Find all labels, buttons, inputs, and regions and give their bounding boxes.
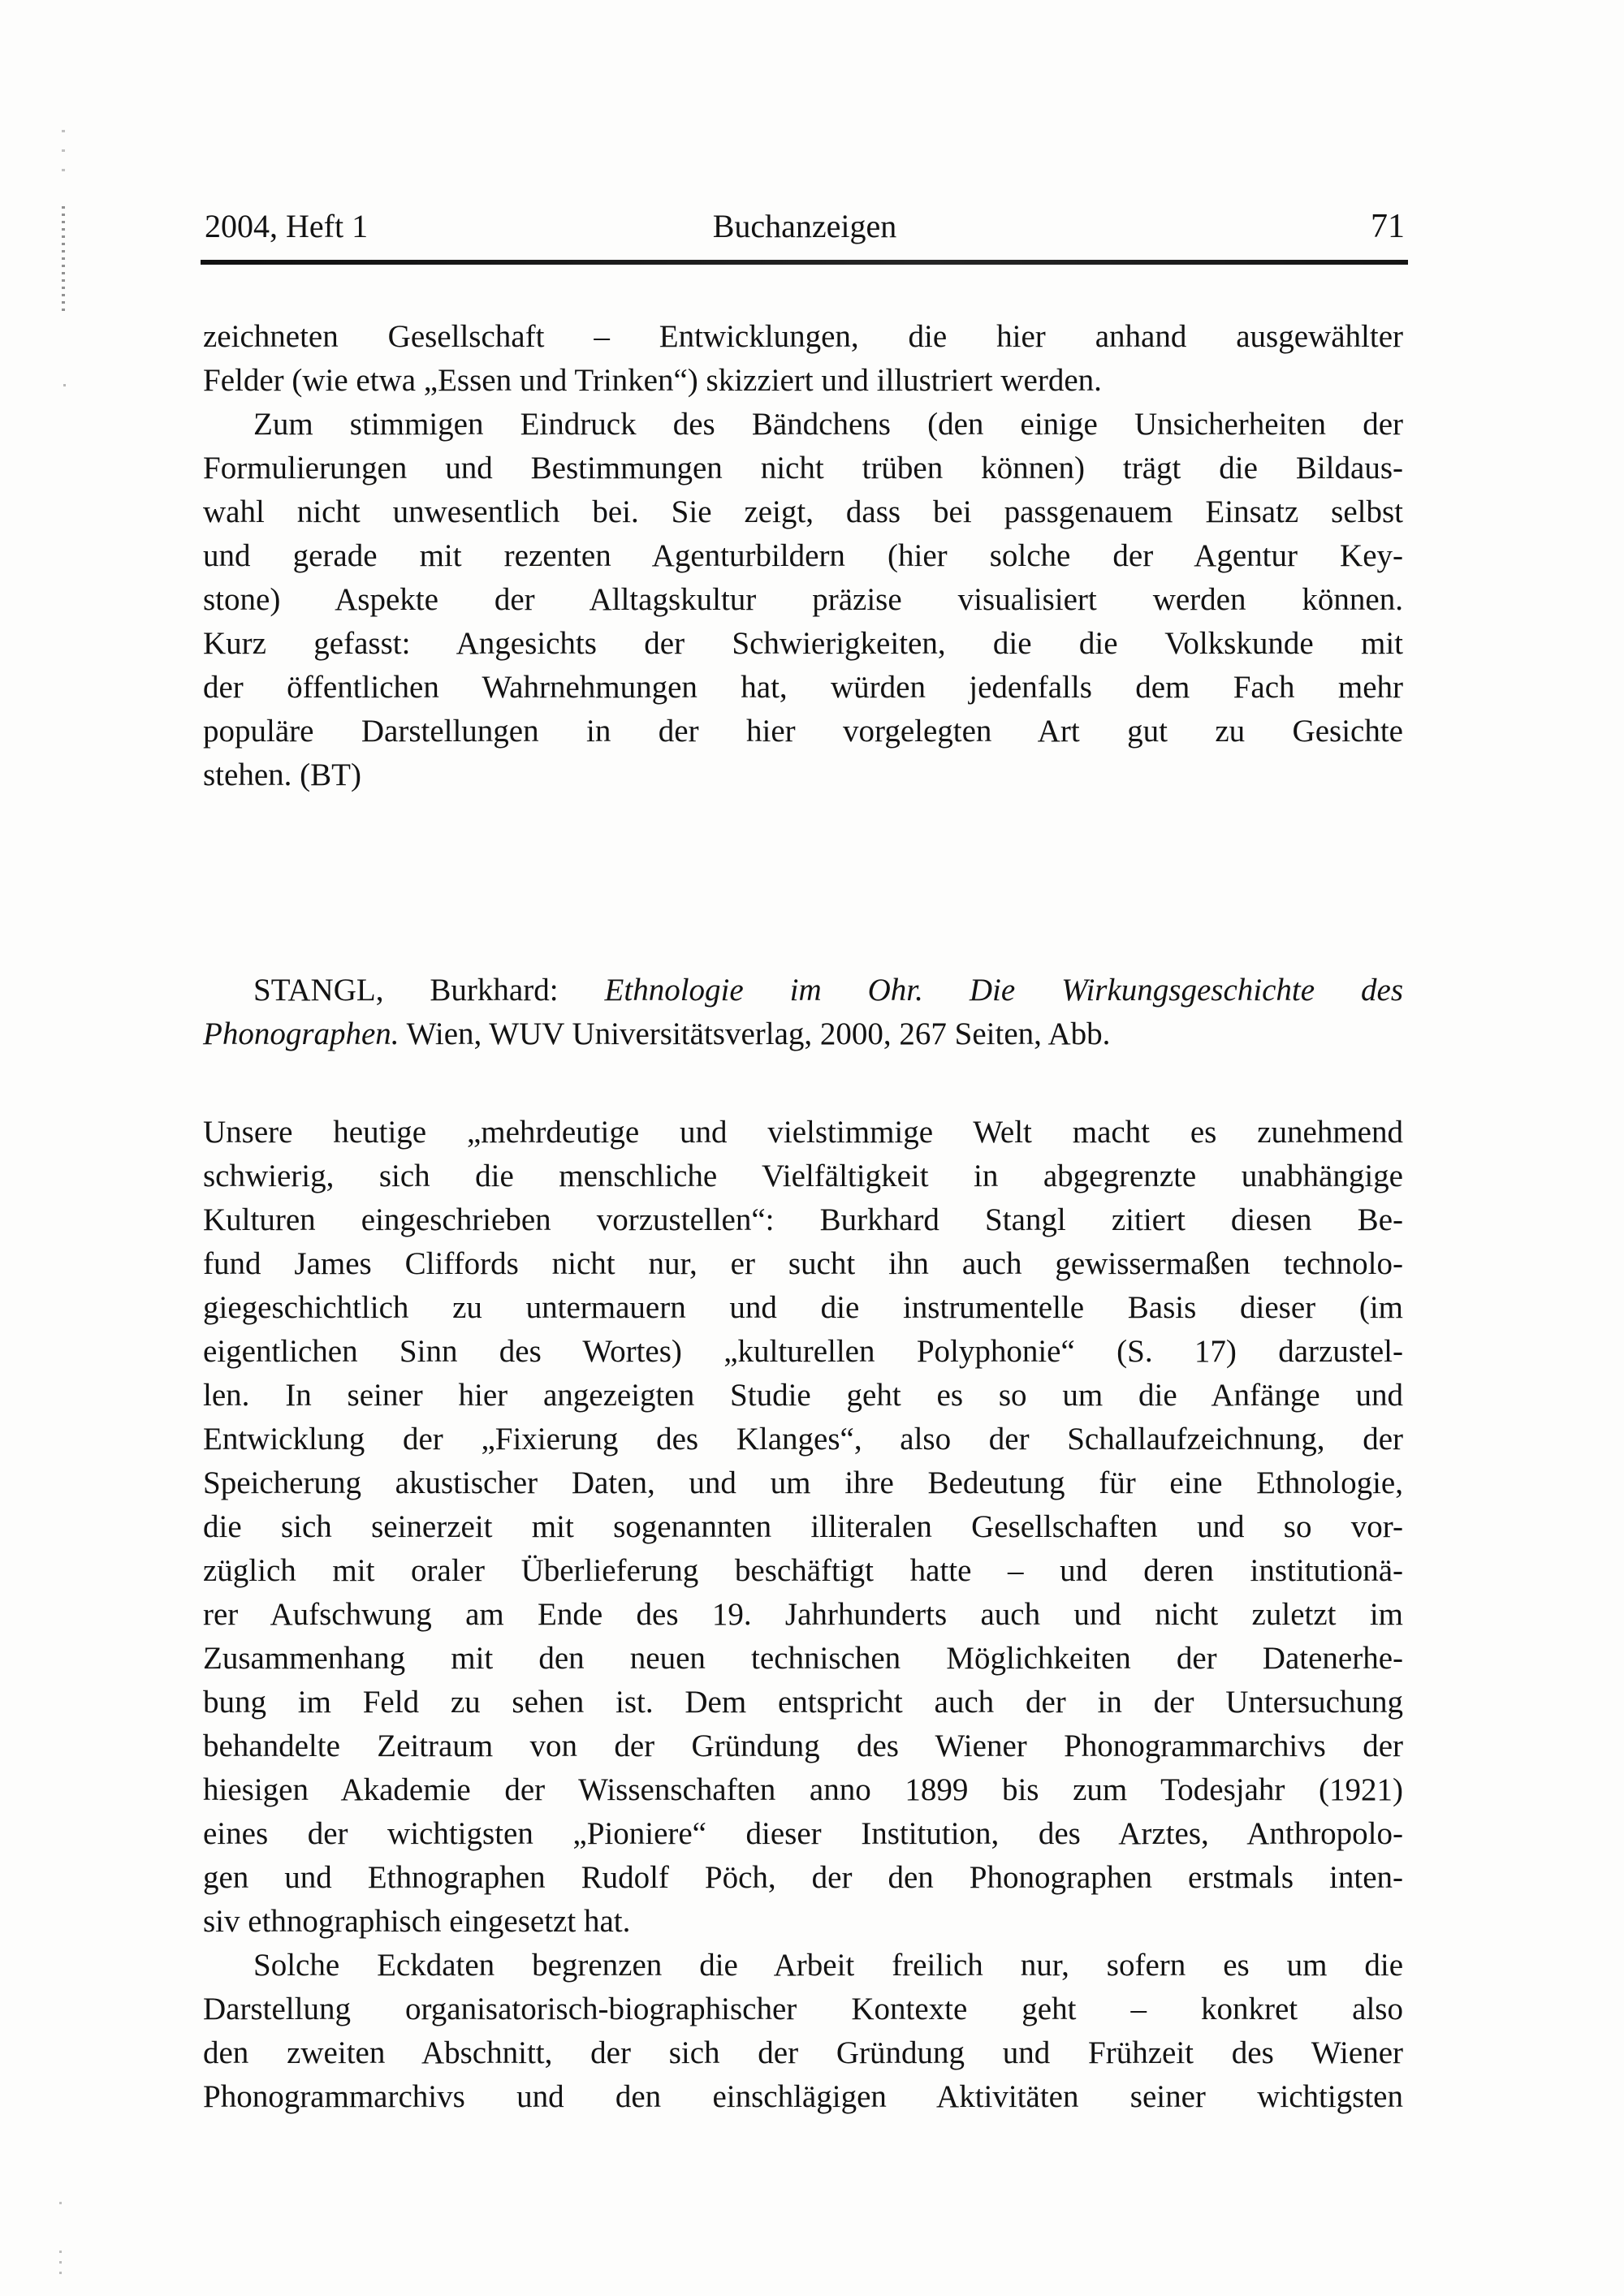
scan-artifact-dot [59, 2202, 62, 2204]
citation-line [203, 969, 1403, 1012]
section-title: Buchanzeigen [712, 208, 897, 244]
text-line: giegeschichtlich zu untermauern und die instrumentelle Basis dieser (im [203, 1290, 1403, 1325]
text-line: stone) Aspekte der Alltagskultur präzise visualisiert werden können. [203, 582, 1403, 617]
article-end-text [203, 315, 1403, 797]
text-line: Formulierungen und Bestimmungen nicht trüben können) trägt die Bildaus- [203, 451, 1403, 486]
citation-line [203, 1012, 1403, 1056]
text-line: eigentlichen Sinn des Wortes) „kulturellen Polyphonie“ (S. 17) darzustel- [203, 1334, 1403, 1369]
header-rule [201, 260, 1408, 265]
text-line: gen und Ethnographen Rudolf Pöch, der den Phonographen erstmals inten- [203, 1860, 1403, 1895]
scan-artifact-dots [62, 206, 65, 313]
text-line: hiesigen Akademie der Wissenschaften anno 1899 bis zum Todesjahr (1921) [203, 1772, 1403, 1807]
citation-author: STANGL, Burkhard: [253, 973, 605, 1008]
text-line: eines der wichtigsten „Pioniere“ dieser Institution, des Arztes, Anthropolo- [203, 1816, 1403, 1851]
text-line: züglich mit oraler Überlieferung beschäftigt hatte – und deren institutionä- [203, 1553, 1403, 1588]
citation-publication: Wien, WUV Universitätsverlag, 2000, 267 Seiten, Abb. [399, 1016, 1111, 1051]
scan-artifact-dot [63, 384, 66, 386]
text-line: Entwicklung der „Fixierung des Klanges“, also der Schallaufzeichnung, der [203, 1422, 1403, 1457]
text-line: Darstellung organisatorisch-biographischer Kontexte geht – konkret also [203, 1992, 1403, 2026]
page-header [205, 208, 1405, 245]
book-citation [203, 969, 1403, 1056]
citation-title-italic: Phonographen. [203, 1016, 400, 1051]
text-line: und gerade mit rezenten Agenturbildern (hier solche der Agentur Key- [203, 538, 1403, 573]
review-text [203, 1111, 1403, 2119]
scan-artifact-dots [59, 2251, 62, 2280]
scan-artifact-dots [62, 130, 65, 180]
text-line: schwierig, sich die menschliche Vielfältigkeit in abgegrenzte unabhängige [203, 1159, 1403, 1193]
text-line: siv ethnographisch eingesetzt hat. [203, 1904, 631, 1939]
text-line: Speicherung akustischer Daten, und um ihre Bedeutung für eine Ethnologie, [203, 1465, 1403, 1500]
journal-issue: 2004, Heft 1 [205, 208, 369, 244]
text-line: Phonogrammarchivs und den einschlägigen Aktivitäten seiner wichtigsten [203, 2079, 1403, 2114]
citation-title-italic: Ethnologie im Ohr. Die Wirkungsgeschichte des [604, 973, 1403, 1008]
text-line: bung im Feld zu sehen ist. Dem entspricht auch der in der Untersuchung [203, 1685, 1403, 1720]
text-line: die sich seinerzeit mit sogenannten illiteralen Gesellschaften und so vor- [203, 1509, 1403, 1544]
text-line: behandelte Zeitraum von der Gründung des Wiener Phonogrammarchivs der [203, 1728, 1403, 1763]
text-line: Unsere heutige „mehrdeutige und vielstimmige Welt macht es zunehmend [203, 1115, 1403, 1150]
text-line: rer Aufschwung am Ende des 19. Jahrhunderts auch und nicht zuletzt im [203, 1597, 1403, 1632]
text-line: fund James Cliffords nicht nur, er sucht ihn auch gewissermaßen technolo- [203, 1246, 1403, 1281]
text-line: len. In seiner hier angezeigten Studie geht es so um die Anfänge und [203, 1378, 1403, 1413]
text-line: Felder (wie etwa „Essen und Trinken“) skizziert und illustriert werden. [203, 363, 1102, 398]
text-line: zeichneten Gesellschaft – Entwicklungen, die hier anhand ausgewählter [203, 319, 1403, 354]
text-line: populäre Darstellungen in der hier vorgelegten Art gut zu Gesichte [203, 714, 1403, 749]
text-line: wahl nicht unwesentlich bei. Sie zeigt, dass bei passgenauem Einsatz selbst [203, 494, 1403, 529]
page-number: 71 [1371, 208, 1406, 245]
text-line: den zweiten Abschnitt, der sich der Gründung und Frühzeit des Wiener [203, 2035, 1403, 2070]
text-line: Zum stimmigen Eindruck des Bändchens (den einige Unsicherheiten der [253, 407, 1403, 442]
text-line: stehen. (BT) [203, 757, 361, 792]
text-line: Zusammenhang mit den neuen technischen Möglichkeiten der Datenerhe- [203, 1641, 1403, 1676]
text-line: Kurz gefasst: Angesichts der Schwierigkeiten, die die Volkskunde mit [203, 626, 1403, 661]
text-line: der öffentlichen Wahrnehmungen hat, würden jedenfalls dem Fach mehr [203, 670, 1403, 705]
text-line: Solche Eckdaten begrenzen die Arbeit freilich nur, sofern es um die [253, 1948, 1403, 1983]
text-line: Kulturen eingeschrieben vorzustellen“: Burkhard Stangl zitiert diesen Be- [203, 1202, 1403, 1237]
